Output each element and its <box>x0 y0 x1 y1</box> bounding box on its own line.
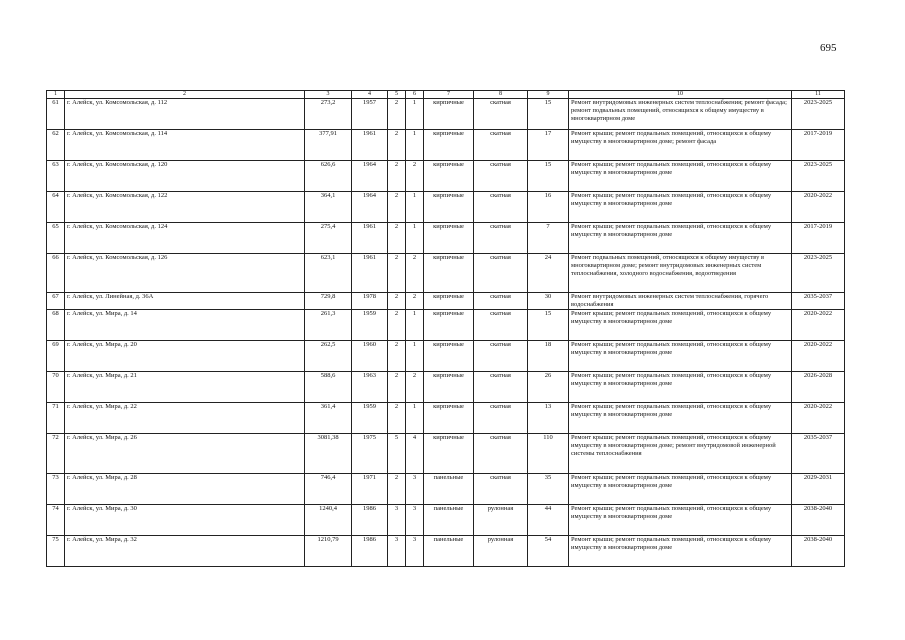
area-cell: 623,1 <box>305 254 352 293</box>
wall-material-cell: кирпичные <box>424 403 474 434</box>
floors-cell: 3 <box>388 536 406 567</box>
year-cell: 1963 <box>352 372 388 403</box>
entrances-cell: 2 <box>406 254 424 293</box>
table-row <box>47 372 845 403</box>
repair-works-cell: Ремонт крыши; ремонт подвальных помещений, относящихся к общему имуществу в многоквартирном доме <box>569 536 792 567</box>
wall-material-cell: панельные <box>424 505 474 536</box>
address-cell: г. Алейск, ул. Мира, д. 20 <box>65 341 305 372</box>
year-cell: 1986 <box>352 536 388 567</box>
table-row <box>47 161 845 192</box>
wall-material-cell: панельные <box>424 474 474 505</box>
area-cell: 377,91 <box>305 130 352 161</box>
area-cell: 275,4 <box>305 223 352 254</box>
count-cell: 16 <box>528 192 569 223</box>
repair-period-cell: 2038-2040 <box>792 536 845 567</box>
floors-cell: 2 <box>388 293 406 310</box>
table-row <box>47 130 845 161</box>
entrances-cell: 1 <box>406 99 424 130</box>
entrances-cell: 3 <box>406 474 424 505</box>
year-cell: 1957 <box>352 99 388 130</box>
floors-cell: 2 <box>388 310 406 341</box>
floors-cell: 2 <box>388 192 406 223</box>
repair-works-cell: Ремонт внутридомовых инженерных систем теплоснабжения; ремонт фасада; ремонт подвальных помещений, относящихся к общему имуществу в многоквартирном доме <box>569 99 792 130</box>
entrances-cell: 1 <box>406 192 424 223</box>
count-cell: 13 <box>528 403 569 434</box>
area-cell: 588,6 <box>305 372 352 403</box>
count-cell: 18 <box>528 341 569 372</box>
count-cell: 15 <box>528 161 569 192</box>
area-cell: 729,8 <box>305 293 352 310</box>
year-cell: 1986 <box>352 505 388 536</box>
repair-period-cell: 2017-2019 <box>792 130 845 161</box>
year-cell: 1961 <box>352 254 388 293</box>
roof-type-cell: скатная <box>474 223 528 254</box>
wall-material-cell: кирпичные <box>424 293 474 310</box>
repair-works-cell: Ремонт подвальных помещений, относящихся к общему имуществу в многоквартирном доме; ремонт внутридомовых инженерных систем теплоснабжения, холодного водоснабжения, водоотведения <box>569 254 792 293</box>
year-cell: 1959 <box>352 403 388 434</box>
wall-material-cell: кирпичные <box>424 254 474 293</box>
roof-type-cell: скатная <box>474 372 528 403</box>
entrances-cell: 2 <box>406 372 424 403</box>
address-cell: г. Алейск, ул. Комсомольская, д. 126 <box>65 254 305 293</box>
count-cell: 30 <box>528 293 569 310</box>
year-cell: 1975 <box>352 434 388 474</box>
address-cell: г. Алейск, ул. Мира, д. 28 <box>65 474 305 505</box>
address-cell: г. Алейск, ул. Комсомольская, д. 112 <box>65 99 305 130</box>
repair-period-cell: 2035-2037 <box>792 293 845 310</box>
repair-works-cell: Ремонт крыши; ремонт подвальных помещений, относящихся к общему имуществу в многоквартирном доме <box>569 505 792 536</box>
wall-material-cell: кирпичные <box>424 223 474 254</box>
repair-works-cell: Ремонт крыши; ремонт подвальных помещений, относящихся к общему имуществу в многоквартирном доме <box>569 192 792 223</box>
area-cell: 1210,79 <box>305 536 352 567</box>
address-cell: г. Алейск, ул. Мира, д. 22 <box>65 403 305 434</box>
floors-cell: 2 <box>388 403 406 434</box>
count-cell: 15 <box>528 99 569 130</box>
roof-type-cell: скатная <box>474 341 528 372</box>
year-cell: 1978 <box>352 293 388 310</box>
wall-material-cell: кирпичные <box>424 161 474 192</box>
column-number: 7 <box>424 91 474 99</box>
entrances-cell: 3 <box>406 505 424 536</box>
column-number: 1 <box>47 91 65 99</box>
row-number: 68 <box>47 310 65 341</box>
row-number: 72 <box>47 434 65 474</box>
roof-type-cell: скатная <box>474 254 528 293</box>
repair-period-cell: 2020-2022 <box>792 310 845 341</box>
column-number: 8 <box>474 91 528 99</box>
entrances-cell: 1 <box>406 223 424 254</box>
column-number: 11 <box>792 91 845 99</box>
floors-cell: 2 <box>388 372 406 403</box>
floors-cell: 2 <box>388 341 406 372</box>
column-number-row <box>47 91 845 99</box>
count-cell: 54 <box>528 536 569 567</box>
repair-works-cell: Ремонт внутридомовых инженерных систем теплоснабжения, горячего водоснабжения <box>569 293 792 310</box>
area-cell: 1240,4 <box>305 505 352 536</box>
repair-works-cell: Ремонт крыши; ремонт подвальных помещений, относящихся к общему имуществу в многоквартирном доме <box>569 161 792 192</box>
repair-works-cell: Ремонт крыши; ремонт подвальных помещений, относящихся к общему имуществу в многоквартирном доме; ремонт внутридомовой инженерной системы теплоснабжения <box>569 434 792 474</box>
repair-works-cell: Ремонт крыши; ремонт подвальных помещений, относящихся к общему имуществу в многоквартирном доме <box>569 310 792 341</box>
area-cell: 273,2 <box>305 99 352 130</box>
row-number: 73 <box>47 474 65 505</box>
roof-type-cell: скатная <box>474 310 528 341</box>
roof-type-cell: скатная <box>474 293 528 310</box>
year-cell: 1961 <box>352 223 388 254</box>
address-cell: г. Алейск, ул. Комсомольская, д. 120 <box>65 161 305 192</box>
roof-type-cell: скатная <box>474 161 528 192</box>
count-cell: 110 <box>528 434 569 474</box>
floors-cell: 2 <box>388 99 406 130</box>
wall-material-cell: кирпичные <box>424 310 474 341</box>
row-number: 70 <box>47 372 65 403</box>
repair-period-cell: 2020-2022 <box>792 403 845 434</box>
floors-cell: 2 <box>388 130 406 161</box>
roof-type-cell: скатная <box>474 99 528 130</box>
repair-works-cell: Ремонт крыши; ремонт подвальных помещений, относящихся к общему имуществу в многоквартирном доме; ремонт фасада <box>569 130 792 161</box>
row-number: 61 <box>47 99 65 130</box>
row-number: 64 <box>47 192 65 223</box>
row-number: 71 <box>47 403 65 434</box>
entrances-cell: 1 <box>406 310 424 341</box>
count-cell: 35 <box>528 474 569 505</box>
table-row <box>47 293 845 310</box>
area-cell: 626,6 <box>305 161 352 192</box>
wall-material-cell: панельные <box>424 536 474 567</box>
column-number: 10 <box>569 91 792 99</box>
floors-cell: 2 <box>388 474 406 505</box>
year-cell: 1961 <box>352 130 388 161</box>
entrances-cell: 4 <box>406 434 424 474</box>
roof-type-cell: рулонная <box>474 536 528 567</box>
table-row <box>47 434 845 474</box>
table-row <box>47 192 845 223</box>
repair-works-cell: Ремонт крыши; ремонт подвальных помещений, относящихся к общему имуществу в многоквартирном доме <box>569 474 792 505</box>
column-number: 3 <box>305 91 352 99</box>
address-cell: г. Алейск, ул. Мира, д. 14 <box>65 310 305 341</box>
year-cell: 1959 <box>352 310 388 341</box>
floors-cell: 2 <box>388 161 406 192</box>
row-number: 65 <box>47 223 65 254</box>
wall-material-cell: кирпичные <box>424 341 474 372</box>
floors-cell: 2 <box>388 223 406 254</box>
row-number: 66 <box>47 254 65 293</box>
repair-period-cell: 2020-2022 <box>792 341 845 372</box>
entrances-cell: 1 <box>406 341 424 372</box>
repair-works-cell: Ремонт крыши; ремонт подвальных помещений, относящихся к общему имуществу в многоквартирном доме <box>569 341 792 372</box>
year-cell: 1964 <box>352 192 388 223</box>
page-number: 695 <box>820 42 837 54</box>
repair-period-cell: 2038-2040 <box>792 505 845 536</box>
year-cell: 1971 <box>352 474 388 505</box>
count-cell: 15 <box>528 310 569 341</box>
table-row <box>47 223 845 254</box>
repair-period-cell: 2023-2025 <box>792 99 845 130</box>
column-number: 9 <box>528 91 569 99</box>
table-row <box>47 254 845 293</box>
address-cell: г. Алейск, ул. Мира, д. 30 <box>65 505 305 536</box>
repair-period-cell: 2023-2025 <box>792 161 845 192</box>
row-number: 62 <box>47 130 65 161</box>
area-cell: 746,4 <box>305 474 352 505</box>
row-number: 67 <box>47 293 65 310</box>
area-cell: 364,1 <box>305 192 352 223</box>
building-registry-table <box>46 90 845 567</box>
area-cell: 361,4 <box>305 403 352 434</box>
count-cell: 24 <box>528 254 569 293</box>
year-cell: 1964 <box>352 161 388 192</box>
floors-cell: 2 <box>388 254 406 293</box>
roof-type-cell: скатная <box>474 130 528 161</box>
roof-type-cell: рулонная <box>474 505 528 536</box>
wall-material-cell: кирпичные <box>424 130 474 161</box>
repair-period-cell: 2020-2022 <box>792 192 845 223</box>
floors-cell: 3 <box>388 505 406 536</box>
wall-material-cell: кирпичные <box>424 99 474 130</box>
address-cell: г. Алейск, ул. Мира, д. 26 <box>65 434 305 474</box>
repair-period-cell: 2029-2031 <box>792 474 845 505</box>
address-cell: г. Алейск, ул. Линейная, д. 36А <box>65 293 305 310</box>
count-cell: 7 <box>528 223 569 254</box>
repair-works-cell: Ремонт крыши; ремонт подвальных помещений, относящихся к общему имуществу в многоквартирном доме <box>569 223 792 254</box>
address-cell: г. Алейск, ул. Комсомольская, д. 122 <box>65 192 305 223</box>
repair-period-cell: 2035-2037 <box>792 434 845 474</box>
address-cell: г. Алейск, ул. Комсомольская, д. 114 <box>65 130 305 161</box>
row-number: 75 <box>47 536 65 567</box>
count-cell: 17 <box>528 130 569 161</box>
row-number: 69 <box>47 341 65 372</box>
column-number: 6 <box>406 91 424 99</box>
table-row <box>47 310 845 341</box>
table-row <box>47 536 845 567</box>
entrances-cell: 2 <box>406 293 424 310</box>
wall-material-cell: кирпичные <box>424 434 474 474</box>
table-row <box>47 505 845 536</box>
table-row <box>47 474 845 505</box>
area-cell: 262,5 <box>305 341 352 372</box>
repair-period-cell: 2017-2019 <box>792 223 845 254</box>
wall-material-cell: кирпичные <box>424 372 474 403</box>
address-cell: г. Алейск, ул. Комсомольская, д. 124 <box>65 223 305 254</box>
column-number: 5 <box>388 91 406 99</box>
floors-cell: 5 <box>388 434 406 474</box>
row-number: 74 <box>47 505 65 536</box>
address-cell: г. Алейск, ул. Мира, д. 21 <box>65 372 305 403</box>
roof-type-cell: скатная <box>474 192 528 223</box>
repair-period-cell: 2023-2025 <box>792 254 845 293</box>
year-cell: 1960 <box>352 341 388 372</box>
repair-period-cell: 2026-2028 <box>792 372 845 403</box>
repair-works-cell: Ремонт крыши; ремонт подвальных помещений, относящихся к общему имуществу в многоквартирном доме <box>569 403 792 434</box>
address-cell: г. Алейск, ул. Мира, д. 32 <box>65 536 305 567</box>
entrances-cell: 2 <box>406 161 424 192</box>
entrances-cell: 3 <box>406 536 424 567</box>
entrances-cell: 1 <box>406 403 424 434</box>
column-number: 4 <box>352 91 388 99</box>
roof-type-cell: скатная <box>474 474 528 505</box>
area-cell: 3081,38 <box>305 434 352 474</box>
repair-works-cell: Ремонт крыши; ремонт подвальных помещений, относящихся к общему имуществу в многоквартирном доме <box>569 372 792 403</box>
column-number: 2 <box>65 91 305 99</box>
count-cell: 44 <box>528 505 569 536</box>
count-cell: 26 <box>528 372 569 403</box>
table-row <box>47 341 845 372</box>
wall-material-cell: кирпичные <box>424 192 474 223</box>
table-row <box>47 403 845 434</box>
roof-type-cell: скатная <box>474 403 528 434</box>
table-row <box>47 99 845 130</box>
entrances-cell: 1 <box>406 130 424 161</box>
row-number: 63 <box>47 161 65 192</box>
area-cell: 261,3 <box>305 310 352 341</box>
roof-type-cell: скатная <box>474 434 528 474</box>
